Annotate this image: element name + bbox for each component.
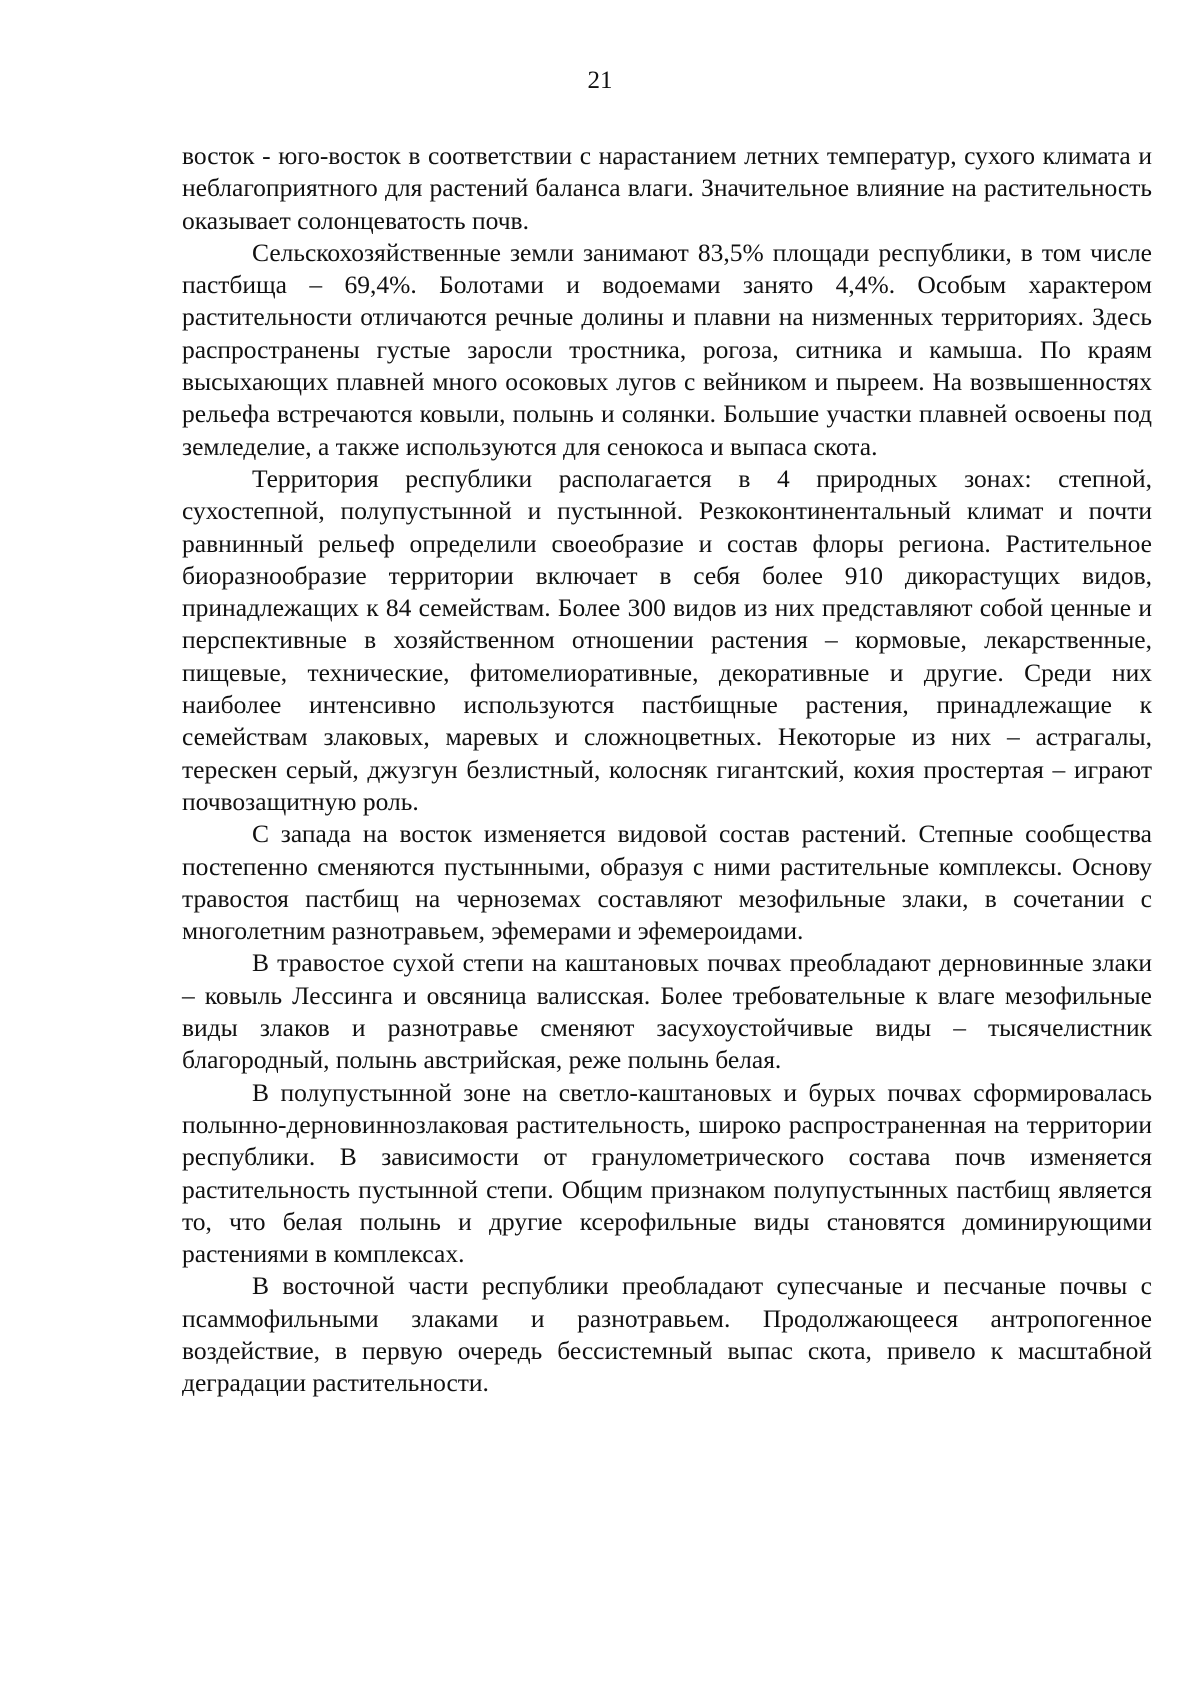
paragraph: В восточной части республики преобладают супесчаные и песчаные почвы с псаммофильными злаками и разнотравьем. Продолжающееся антропогенное воздействие, в первую очередь бессистемный выпас скота, привело к масштабной деградации растительности. [182, 1271, 1152, 1398]
page-number: 21 [587, 67, 613, 94]
document-body [182, 140, 1152, 1400]
paragraph: Территория республики располагается в 4 природных зонах: степной, сухостепной, полупустынной и пустынной. Резкоконтинентальный климат и почти равнинный рельеф определили своеобразие и состав флоры региона. Растительное биоразнообразие территории включает в себя более 910 дикорастущих видов, принадлежащих к 84 семействам. Более 300 видов из них представляют собой ценные и перспективные в хозяйственном отношении растения – кормовые, лекарственные, пищевые, технические, фитомелиоративные, декоративные и другие. Среди них наиболее интенсивно используются пастбищные растения, принадлежащие к семействам злаковых, маревых и сложноцветных. Некоторые из них – астрагалы, терескен серый, джузгун безлистный, колосняк гигантский, кохия простертая – играют почвозащитную роль. [182, 463, 1152, 816]
paragraph: Сельскохозяйственные земли занимают 83,5% площади республики, в том числе пастбища – 69,4%. Болотами и водоемами занято 4,4%. Особым характером растительности отличаются речные долины и плавни на низменных территориях. Здесь распространены густые заросли тростника, рогоза, ситника и камыша. По краям высыхающих плавней много осоковых лугов с вейником и пыреем. На возвышенностях рельефа встречаются ковыли, полынь и солянки. Большие участки плавней освоены под земледелие, а также используются для сенокоса и выпаса скота. [182, 237, 1152, 461]
paragraph: С запада на восток изменяется видовой состав растений. Степные сообщества постепенно сменяются пустынными, образуя с ними растительные комплексы. Основу травостоя пастбищ на черноземах составляют мезофильные злаки, в сочетании с многолетним разнотравьем, эфемерами и эфемероидами. [182, 819, 1152, 946]
paragraph: В полупустынной зоне на светло-каштановых и бурых почвах сформировалась полынно-дерновиннозлаковая растительность, широко распространенная на территории республики. В зависимости от гранулометрического состава почв изменяется растительность пустынной степи. Общим признаком полупустынных пастбищ является то, что белая полынь и другие ксерофильные виды становятся доминирующими растениями в комплексах. [182, 1077, 1152, 1269]
paragraph: восток - юго-восток в соответствии с нарастанием летних температур, сухого климата и неблагоприятного для растений баланса влаги. Значительное влияние на растительность оказывает солонцеватость почв. [182, 141, 1152, 235]
paragraph: В травостое сухой степи на каштановых почвах преобладают дерновинные злаки – ковыль Лессинга и овсяница валисская. Более требовательные к влаге мезофильные виды злаков и разнотравье сменяют засухоустойчивые виды – тысячелистник благородный, полынь австрийская, реже полынь белая. [182, 948, 1152, 1075]
